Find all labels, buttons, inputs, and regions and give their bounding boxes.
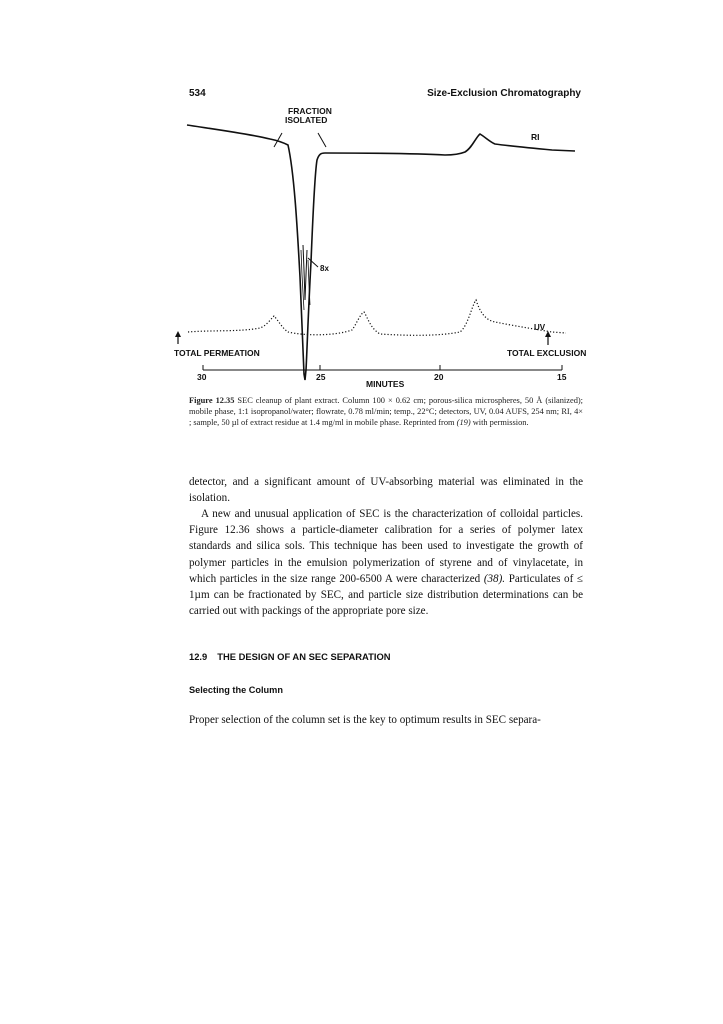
section-heading xyxy=(189,651,391,662)
ri-label: RI xyxy=(531,132,540,142)
total-exclusion-arrow xyxy=(545,331,551,345)
section-number: 12.9 xyxy=(189,651,208,662)
axis-title: MINUTES xyxy=(366,379,405,389)
tick-label-25: 25 xyxy=(316,372,326,382)
tick-label-15: 15 xyxy=(557,372,567,382)
tick-label-20: 20 xyxy=(434,372,444,382)
paragraph-3 xyxy=(189,712,583,728)
paragraph-2-text-end: Particulates of ≤ 1µm can be fractionated by SEC, and particle size distribution determinations can be carried out with packings of the appropriate pore size. xyxy=(189,572,583,618)
uv-trace-line xyxy=(188,300,566,335)
caption-label: Figure 12.35 xyxy=(189,396,235,405)
paragraph-2-reference: (38). xyxy=(483,572,506,585)
figure-caption xyxy=(189,395,583,428)
book-title: Size-Exclusion Chromatography xyxy=(427,88,581,99)
paragraph-3-text: Proper selection of the column set is the key to optimum results in SEC separa- xyxy=(189,714,541,726)
fraction-label-line1: FRACTION xyxy=(288,106,332,116)
8x-pointer xyxy=(308,258,318,267)
section-title: THE DESIGN OF AN SEC SEPARATION xyxy=(217,651,391,662)
subsection-heading: Selecting the Column xyxy=(189,685,283,695)
chromatogram-svg xyxy=(170,100,590,390)
uv-label: UV xyxy=(534,323,546,332)
paragraph-2 xyxy=(189,506,583,619)
caption-text-end: with permission. xyxy=(472,418,529,427)
chromatogram-figure xyxy=(170,100,590,390)
ri-trace-line xyxy=(187,125,575,380)
page-number: 534 xyxy=(189,88,206,99)
fraction-end-mark xyxy=(318,133,326,147)
total-exclusion-label: TOTAL EXCLUSION xyxy=(507,348,587,358)
paragraph-1-text: detector, and a significant amount of UV-absorbing material was eliminated in the isolation. xyxy=(189,476,583,505)
tick-label-30: 30 xyxy=(197,372,207,382)
fraction-label-line2: ISOLATED xyxy=(285,115,328,125)
caption-reference: (19) xyxy=(456,418,471,427)
caption-text: SEC cleanup of plant extract. Column 100 × 0.62 cm; porous-silica microspheres, 50 Å (silanized); mobile phase, 1:1 isopropanol/water; flowrate, 0.78 ml/min; temp., 22°C; detectors, UV, 0.04 AUFS, 254 nm; RI, 4× ; sample, 50 µl of extract residue at 1.4 mg/ml in mobile phase. Reprinted from xyxy=(189,396,583,427)
ri-8x-trace-line xyxy=(303,245,307,300)
time-axis xyxy=(197,365,567,389)
8x-label: 8x xyxy=(320,264,329,273)
total-permeation-arrow xyxy=(175,331,181,344)
total-permeation-label: TOTAL PERMEATION xyxy=(174,348,260,358)
paragraph-2-text: A new and unusual application of SEC is the characterization of colloidal particles. Figure 12.36 shows a particle-diameter calibration for a series of polymer latex standards and silica sols. This technique has been used to investigate the growth of polymer particles in the emulsion polymerization of styrene and of vinylacetate, in which particles in the size range 200-6500 A were characterized xyxy=(189,508,583,585)
paragraph-1 xyxy=(189,474,583,506)
